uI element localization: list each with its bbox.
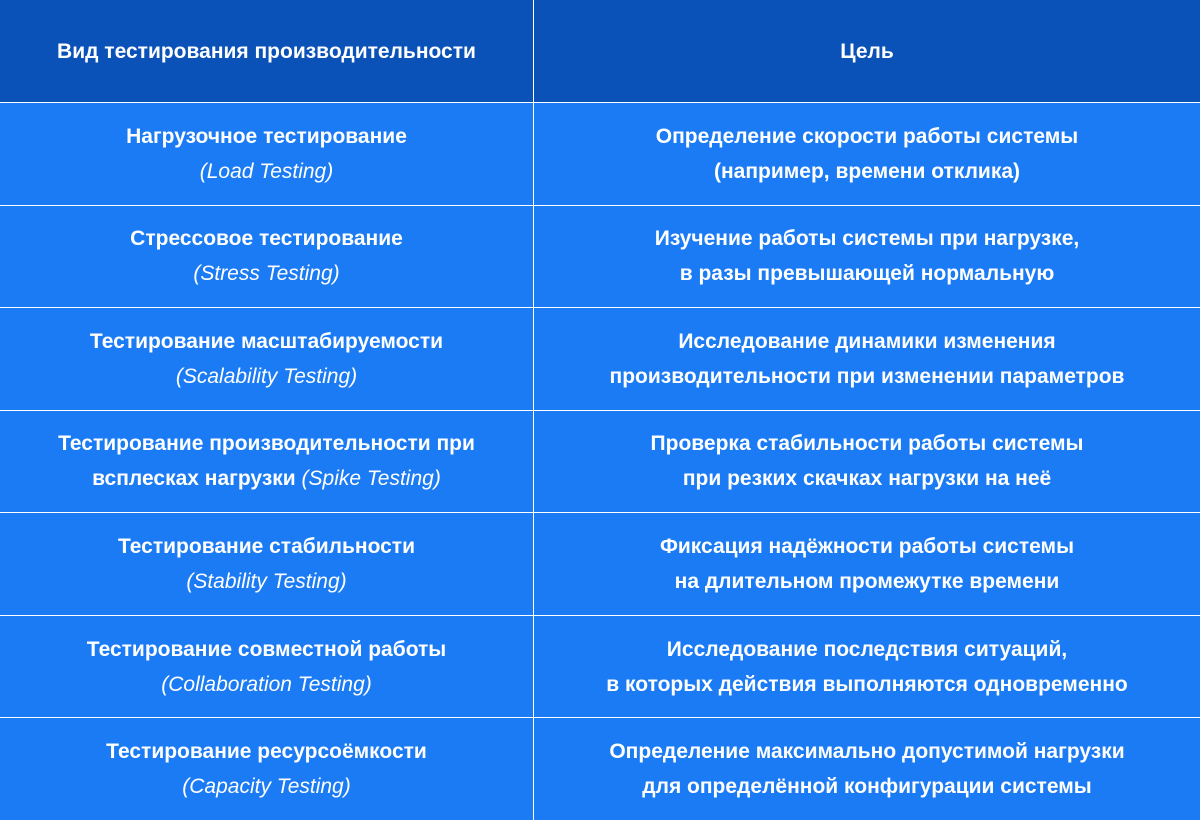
testing-type-english-name: (Stress Testing) <box>193 262 340 286</box>
table-cell-goal <box>534 206 1200 308</box>
table-cell-type <box>0 308 533 410</box>
testing-type-name-line2 <box>186 564 346 599</box>
goal-text-line1: Фиксация надёжности работы системы <box>659 535 1075 559</box>
testing-type-name-line2 <box>193 256 339 291</box>
testing-type-english-name: (Spike Testing) <box>301 467 441 491</box>
testing-type-name-line2 <box>161 667 372 702</box>
table-cell-goal <box>534 616 1200 718</box>
testing-type-name: Тестирование производительности при <box>58 432 475 456</box>
testing-type-name: Тестирование стабильности <box>117 535 415 559</box>
testing-type-name-ru: всплесках нагрузки <box>92 467 302 491</box>
testing-type-name-line2 <box>200 154 333 189</box>
goal-text-line2: при резких скачках нагрузки на неё <box>682 467 1052 491</box>
table-cell-goal <box>534 103 1200 205</box>
goal-text-line2: для определённой конфигурации системы <box>642 775 1092 799</box>
testing-type-english-name: (Collaboration Testing) <box>161 672 372 696</box>
goal-text-line1: Исследование последствия ситуаций, <box>666 637 1068 661</box>
goal-text-line2: (например, времени отклика) <box>713 159 1021 183</box>
goal-text-line2: на длительном промежутке времени <box>674 570 1060 594</box>
testing-type-english-name: (Stability Testing) <box>186 570 347 594</box>
goal-text-line2: в которых действия выполняются одновременно <box>606 672 1128 696</box>
testing-type-english-name: (Load Testing) <box>199 159 334 183</box>
table-cell-goal <box>534 411 1200 513</box>
header-label: Вид тестирования производительности <box>57 39 476 63</box>
table-cell-type <box>0 103 533 205</box>
goal-text-line1: Изучение работы системы при нагрузке, <box>654 227 1080 251</box>
table-cell-type <box>0 718 533 820</box>
table-cell-type <box>0 513 533 615</box>
goal-text-line2: производительности при изменении параметров <box>609 364 1125 388</box>
goal-text-line1: Определение максимально допустимой нагрузки <box>609 740 1125 764</box>
testing-type-name: Стрессовое тестирование <box>130 227 403 251</box>
testing-type-name-line2 <box>92 461 441 496</box>
table-cell-goal <box>534 308 1200 410</box>
table-cell-goal <box>534 718 1200 820</box>
testing-type-name-line2 <box>182 769 350 804</box>
table-cell-type <box>0 616 533 718</box>
table-cell-goal <box>534 513 1200 615</box>
header-label: Цель <box>840 39 894 63</box>
testing-type-name: Тестирование масштабируемости <box>89 329 444 353</box>
table-header-type <box>0 0 533 102</box>
goal-text-line1: Определение скорости работы системы <box>655 124 1079 148</box>
table-header-goal <box>534 0 1200 102</box>
goal-text-line1: Проверка стабильности работы системы <box>650 432 1084 456</box>
testing-type-english-name: (Capacity Testing) <box>182 775 351 799</box>
testing-type-name-line2 <box>176 359 357 394</box>
goal-text-line1: Исследование динамики изменения <box>678 329 1056 353</box>
testing-type-name: Нагрузочное тестирование <box>126 124 407 148</box>
testing-type-english-name: (Scalability Testing) <box>175 364 358 388</box>
table-cell-type <box>0 206 533 308</box>
table-cell-type <box>0 411 533 513</box>
testing-type-name: Тестирование совместной работы <box>86 637 447 661</box>
goal-text-line2: в разы превышающей нормальную <box>679 262 1055 286</box>
testing-type-name: Тестирование ресурсоёмкости <box>106 740 427 764</box>
